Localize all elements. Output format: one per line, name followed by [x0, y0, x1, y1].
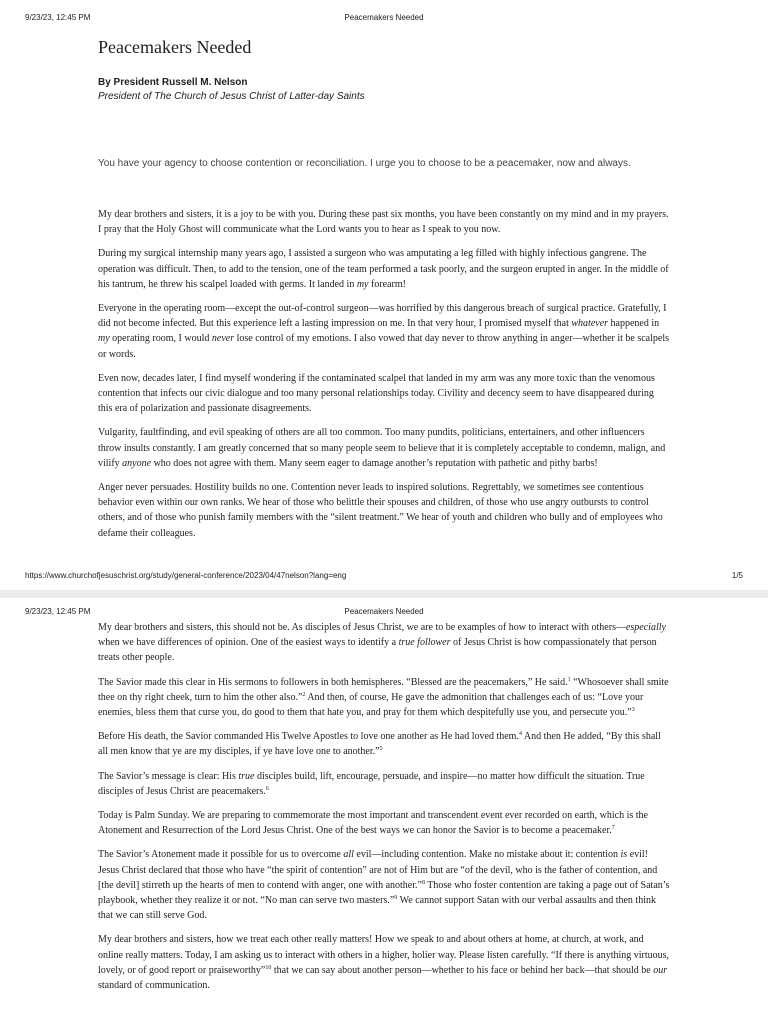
paragraph: The Savior’s Atonement made it possible for us to overcome all evil—including contention. Make no mistake about it: contention is evil! Jesus Christ declared that those who have “the spirit of contention” are not of Him but are “of the devil, who is the father of contention, and [the devil] stirreth up the hearts of men to contend with anger, one with another.”$^8$ Those who foster contention are taking a page out of Satan’s playbook, whether they realize it or not. “No man can serve two masters.”$^9$ We cannot support Satan with our verbal assaults and then think that we can still serve God.: [98, 849, 670, 922]
paragraph: My dear brothers and sisters, it is a joy to be with you. During these past six months, you have been constantly on my mind and in my prayers. I pray that the Holy Ghost will communicate what the Lord wants you to hear as I speak to you now.: [98, 209, 669, 236]
paragraph: During my surgical internship many years ago, I assisted a surgeon who was amputating a leg filled with highly infectious gangrene. The operation was difficult. Then, to add to the tension, one of the team performed a task poorly, and the surgeon erupted in anger. In the middle of his tantrum, he threw his scalpel loaded with germs. It landed in my forearm!: [98, 248, 669, 290]
print-date: 9/23/23, 12:45 PM: [25, 13, 91, 22]
footnote-ref[interactable]: 9: [394, 895, 398, 902]
paragraph: The Savior made this clear in His sermons to followers in both hemispheres. “Blessed are the peacemakers,” He said.$^1$ “Whosoever shall smite thee on thy right cheek, turn to him the other also.”$^2$ And then, of course, He gave the admonition that challenges each of us: “Love your enemies, bless them that curse you, do good to them that hate you, and pray for them which despitefully use you, and persecute you.”$^3$: [98, 676, 669, 719]
footnote-ref[interactable]: 10: [265, 964, 272, 971]
article-kicker: You have your agency to choose contention or reconciliation. I urge you to choose to be a peacemaker, now and always.: [98, 158, 631, 169]
footnote-ref[interactable]: 7: [611, 825, 615, 832]
paragraph: Vulgarity, faultfinding, and evil speaking of others are all too common. Too many pundits, politicians, entertainers, and other influencers throw insults constantly. I am greatly concerned that so many people seem to believe that it is completely acceptable to condemn, malign, and vilify anyone who does not agree with them. Many seem eager to damage another’s reputation with pathetic and pithy barbs!: [98, 427, 666, 469]
footnote-ref[interactable]: 4: [518, 731, 522, 738]
footnote-ref[interactable]: 2: [302, 691, 306, 698]
author-name: By President Russell M. Nelson: [98, 77, 248, 88]
paragraph: Even now, decades later, I find myself wondering if the contaminated scalpel that landed in my arm was any more toxic than the venomous contention that infects our civic dialogue and too many personal relationships today. Civility and decency seem to have disappeared during this era of polarization and passionate disagreements.: [98, 372, 655, 415]
author-role: President of The Church of Jesus Christ of Latter-day Saints: [98, 91, 365, 102]
byline: [98, 76, 365, 104]
pdf-page-2: [0, 598, 768, 1024]
footnote-ref[interactable]: 3: [631, 707, 635, 714]
paragraph: Everyone in the operating room—except the out-of-control surgeon—was horrified by this dangerous breach of surgical practice. Gratefully, I did not become infected. But this experience left a lasting impression on me. In that very hour, I promised myself that whatever happened in my operating room, I would never lose control of my emotions. I also vowed that day never to throw anything in anger—whether it be scalpels or words.: [98, 303, 669, 360]
page-url: https://www.churchofjesuschrist.org/study/general-conference/2023/04/47nelson?lang=eng: [25, 571, 347, 580]
page-break: [0, 590, 768, 598]
article-body: [98, 207, 670, 550]
paragraph: The Savior’s message is clear: His true disciples build, lift, encourage, persuade, and inspire—no matter how difficult the situation. True disciples of Jesus Christ are peacemakers.$^6$: [98, 770, 645, 797]
paragraph: Today is Palm Sunday. We are preparing to commemorate the most important and transcendent event ever recorded on earth, which is the Atonement and Resurrection of the Lord Jesus Christ. One of the best ways we can honor the Savior is to become a peacemaker.$^7$: [98, 810, 648, 837]
paragraph: My dear brothers and sisters, how we treat each other really matters! How we speak to and about others at home, at church, at work, and online really matters. Today, I am asking us to interact with others in a higher, holier way. Please listen carefully. “If there is anything virtuous, lovely, or of good report or praiseworthy”$^{10}$ that we can say about another person—whether to his face or behind her back—that should be our standard of communication.: [98, 934, 670, 992]
article-title: Peacemakers Needed: [98, 37, 252, 57]
footnote-ref[interactable]: 1: [567, 676, 571, 683]
paragraph: Before His death, the Savior commanded His Twelve Apostles to love one another as He had loved them.$^4$ And then He added, “By this shall all men know that ye are my disciples, if ye have love one to another.”$^5$: [98, 731, 661, 758]
footnote-ref[interactable]: 8: [421, 879, 425, 886]
print-header-title: Peacemakers Needed: [344, 13, 424, 22]
article-body: [98, 620, 670, 1002]
print-header-title: Peacemakers Needed: [344, 607, 424, 616]
footnote-ref[interactable]: 6: [265, 785, 269, 792]
page-number: 1/5: [731, 571, 743, 580]
print-date: 9/23/23, 12:45 PM: [25, 607, 91, 616]
paragraph: Anger never persuades. Hostility builds no one. Contention never leads to inspired solutions. Regrettably, we sometimes see contentious behavior even within our own ranks. We hear of those who belittle their spouses and children, of those who use angry outbursts to control others, and of those who punish family members with the “silent treatment.” We hear of youth and children who bully and of employees who defame their colleagues.: [98, 482, 663, 539]
paragraph: My dear brothers and sisters, this should not be. As disciples of Jesus Christ, we are to be examples of how to interact with others—especially when we have differences of opinion. One of the easiest ways to identify a true follower of Jesus Christ is how compassionately that person treats other people.: [98, 622, 666, 664]
footnote-ref[interactable]: 5: [379, 746, 383, 753]
